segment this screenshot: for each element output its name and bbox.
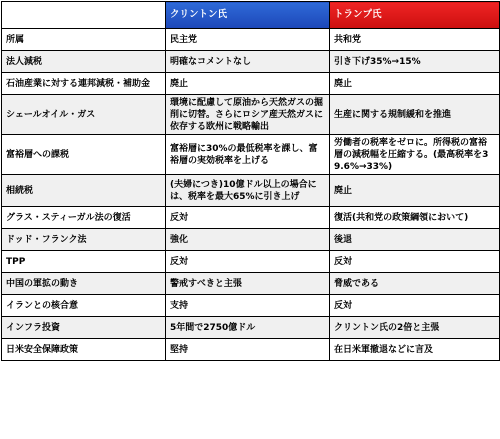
- row-clinton: 環境に配慮して原油から天然ガスの掘削に切替。さらにロシア産天然ガスに依存する欧州に戦略輸出: [166, 95, 330, 135]
- row-trump: 反対: [330, 251, 500, 273]
- row-clinton: 支持: [166, 295, 330, 317]
- table-row: [2, 317, 500, 339]
- row-clinton: 5年間で2750億ドル: [166, 317, 330, 339]
- comparison-table: [1, 1, 500, 361]
- row-clinton: 民主党: [166, 29, 330, 51]
- row-topic: 所属: [2, 29, 166, 51]
- row-topic: ドッド・フランク法: [2, 229, 166, 251]
- row-clinton: 反対: [166, 251, 330, 273]
- row-trump: 生産に関する規制緩和を推進: [330, 95, 500, 135]
- table-row: [2, 95, 500, 135]
- row-clinton: (夫婦につき)10億ドル以上の場合には、税率を最大65%に引き上げ: [166, 175, 330, 207]
- header-corner: [2, 2, 166, 29]
- row-topic: 法人減税: [2, 51, 166, 73]
- row-clinton: 反対: [166, 207, 330, 229]
- row-trump: 脅威である: [330, 273, 500, 295]
- table-row: [2, 229, 500, 251]
- table-row: [2, 273, 500, 295]
- row-clinton: 強化: [166, 229, 330, 251]
- row-topic: 相続税: [2, 175, 166, 207]
- row-trump: 共和党: [330, 29, 500, 51]
- row-trump: 廃止: [330, 175, 500, 207]
- row-trump: 労働者の税率をゼロに。所得税の富裕層の減税幅を圧縮する。(最高税率を39.6%→33%): [330, 135, 500, 175]
- row-topic: シェールオイル・ガス: [2, 95, 166, 135]
- table-row: [2, 251, 500, 273]
- row-trump: 廃止: [330, 73, 500, 95]
- header-row: [2, 2, 500, 29]
- row-trump: 引き下げ35%→15%: [330, 51, 500, 73]
- row-topic: 石油産業に対する連邦減税・補助金: [2, 73, 166, 95]
- header-trump: トランプ氏: [330, 2, 500, 29]
- row-trump: 反対: [330, 295, 500, 317]
- table-row: [2, 73, 500, 95]
- row-topic: グラス・スティーガル法の復活: [2, 207, 166, 229]
- row-clinton: 警戒すべきと主張: [166, 273, 330, 295]
- table-row: [2, 135, 500, 175]
- row-topic: TPP: [2, 251, 166, 273]
- header-clinton: クリントン氏: [166, 2, 330, 29]
- row-topic: イランとの核合意: [2, 295, 166, 317]
- row-topic: 日米安全保障政策: [2, 339, 166, 361]
- row-clinton: 廃止: [166, 73, 330, 95]
- table-row: [2, 207, 500, 229]
- row-trump: 復活(共和党の政策綱領において): [330, 207, 500, 229]
- row-topic: 富裕層への課税: [2, 135, 166, 175]
- table-row: [2, 175, 500, 207]
- row-clinton: 富裕層に30%の最低税率を課し、富裕層の実効税率を上げる: [166, 135, 330, 175]
- table-row: [2, 339, 500, 361]
- table-row: [2, 295, 500, 317]
- table-row: [2, 29, 500, 51]
- row-trump: 後退: [330, 229, 500, 251]
- table-row: [2, 51, 500, 73]
- row-clinton: 明確なコメントなし: [166, 51, 330, 73]
- row-trump: クリントン氏の2倍と主張: [330, 317, 500, 339]
- row-topic: 中国の軍拡の動き: [2, 273, 166, 295]
- row-topic: インフラ投資: [2, 317, 166, 339]
- row-trump: 在日米軍撤退などに言及: [330, 339, 500, 361]
- row-clinton: 堅持: [166, 339, 330, 361]
